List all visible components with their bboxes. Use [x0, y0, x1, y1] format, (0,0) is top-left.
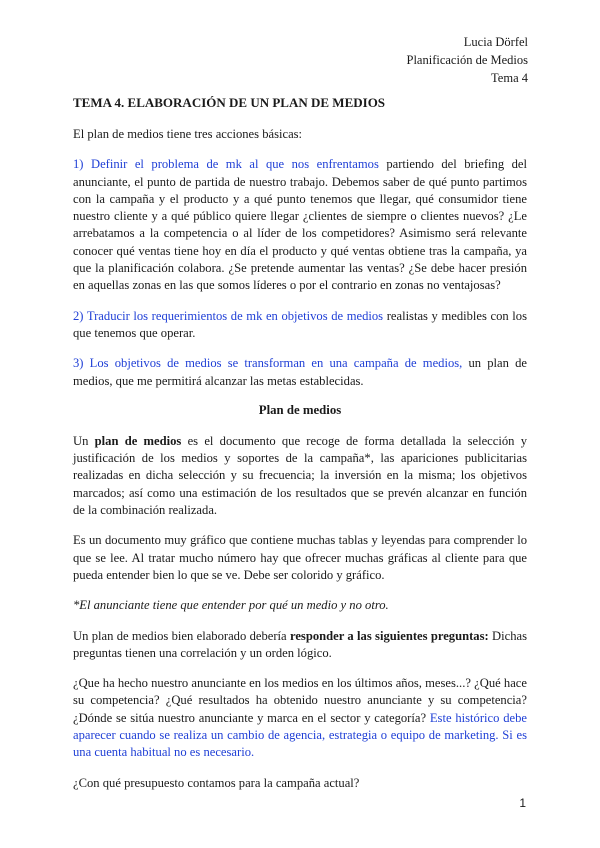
definition-term: plan de medios: [94, 433, 182, 448]
header-course: Planificación de Medios: [406, 53, 528, 67]
history-text: ¿Que ha hecho nuestro anunciante en los medios en los últimos años, meses...? ¿Qué hace su competencia? ¿Qué resultados ha obtenido nuestro anunciante y su competencia? ¿Dónde se sitúa nuestro anunciante y marca en el sector y categoría?: [73, 676, 527, 725]
questions-bold: responder a las siguientes preguntas:: [289, 628, 489, 643]
definition-text: es el documento que recoge de forma detallada la selección y justificación de los medios y soportes de la campaña*, las apariciones publicitarias realizadas en dicha selección y su frecuencia; la inversión en la misma; los objetivos marcados; así como una estimación de los resultados que se prevén alcanzar en función de la combinación realizada.: [73, 433, 527, 518]
page-header: [407, 33, 529, 87]
action-2-highlight: 2) Traducir los requerimientos de mk en objetivos de medios: [73, 308, 384, 323]
graphic-paragraph: Es un documento muy gráfico que contiene muchas tablas y leyendas para comprender lo que se lee. Al tratar mucho número hay que ofrecer muchas gráficas al cliente para que pueda entender bien lo que se ve. Debe ser colorido y gráfico.: [73, 533, 527, 582]
definition-pre: Un: [73, 433, 95, 448]
definition-paragraph: [73, 433, 527, 519]
action-1-highlight: 1) Definir el problema de mk al que nos enfrentamos: [73, 157, 379, 172]
history-paragraph: [73, 675, 527, 761]
history-highlight: Este histórico debe aparecer cuando se realiza un cambio de agencia, estrategia o equipo de marketing. Si es una cuenta habitual no es necesario.: [73, 710, 527, 760]
action-1-text: partiendo del briefing del anunciante, el punto de partida de nuestro trabajo. Debemos saber de qué punto partimos con la campaña y el producto y a qué punto tenemos que llegar, qué consumidor tiene nuestro cliente y a qué público quiere llegar ¿clientes de siempre o clientes nuevos? ¿Le arrebatamos a la competencia o al líder de los competidores? Asimismo será relevante conocer qué ventas tiene hoy en día el producto y qué ventas obtiene tras la campaña, ya que la planificación colabora. ¿Se pretende aumentar las ventas? ¿Se debe hacer presión en aquellas zonas en las que somos líderes o por el contrario en zonas no ventajosas?: [73, 157, 527, 293]
questions-pre: Un plan de medios bien elaborado debería: [73, 628, 290, 643]
action-1-paragraph: [73, 156, 527, 294]
intro-paragraph: El plan de medios tiene tres acciones básicas:: [73, 127, 303, 141]
budget-question: ¿Con qué presupuesto contamos para la campaña actual?: [73, 775, 360, 790]
action-2-text: realistas y medibles con los que tenemos que operar.: [73, 308, 527, 340]
section-heading: Plan de medios: [258, 402, 342, 417]
questions-text: Dichas preguntas tienen una correlación y un orden lógico.: [73, 628, 527, 660]
questions-intro-paragraph: [73, 628, 527, 663]
action-3-highlight: 3) Los objetivos de medios se transforman en una campaña de medios,: [73, 356, 463, 371]
action-2-paragraph: [73, 308, 527, 343]
document-body: [73, 95, 527, 805]
footnote-paragraph: *El anunciante tiene que entender por qué un medio y no otro.: [73, 598, 389, 613]
header-topic: Tema 4: [491, 71, 528, 85]
document-title: TEMA 4. ELABORACIÓN DE UN PLAN DE MEDIOS: [73, 95, 386, 110]
page-number: 1: [519, 796, 526, 810]
header-author: Lucia Dörfel: [463, 35, 528, 49]
action-3-paragraph: [73, 355, 527, 390]
action-3-text: un plan de medios, que me permitirá alcanzar las metas establecidas.: [73, 356, 527, 388]
